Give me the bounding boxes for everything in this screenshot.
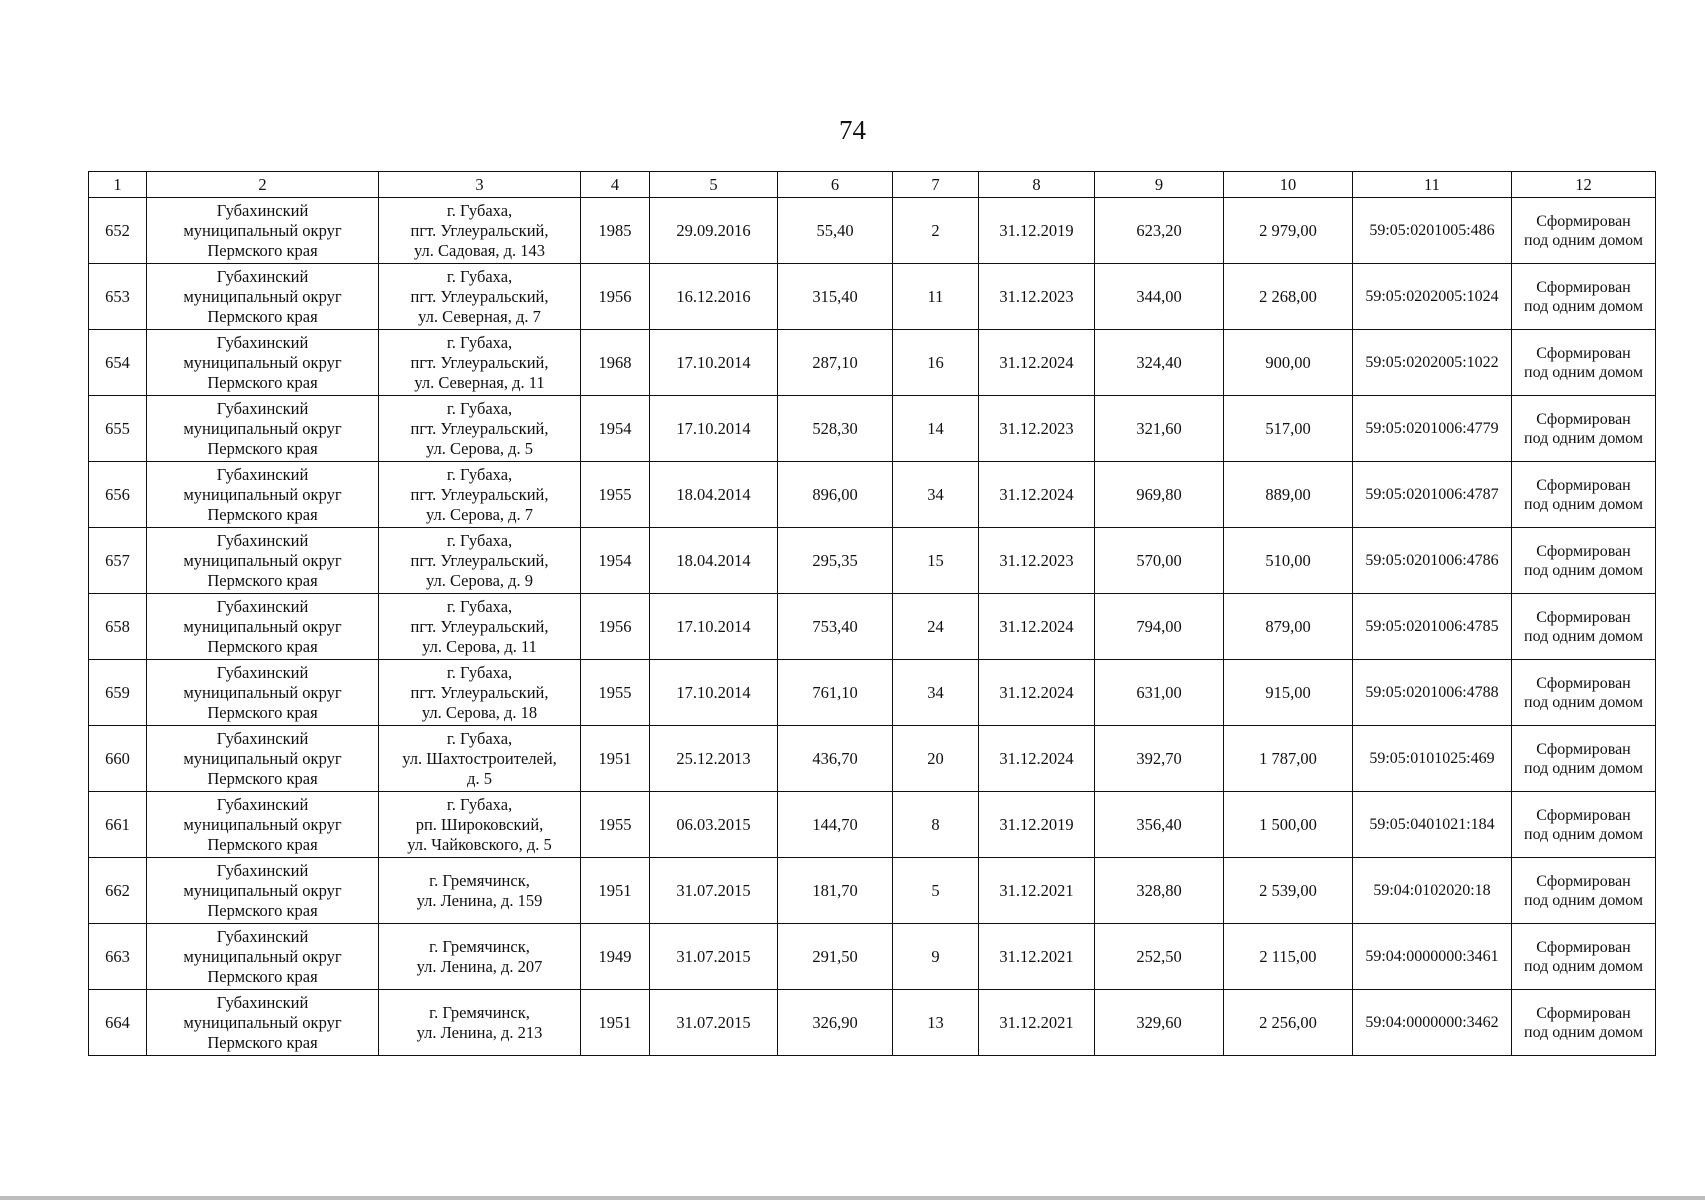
address-cell: г. Губаха, пгт. Углеуральский, ул. Серова, д. 18 [379, 660, 581, 726]
area-cell: 55,40 [778, 198, 893, 264]
address-cell: г. Губаха, пгт. Углеуральский, ул. Серова, д. 5 [379, 396, 581, 462]
table-body [89, 198, 1656, 1056]
address-cell: г. Гремячинск, ул. Ленина, д. 213 [379, 990, 581, 1056]
column-header: 8 [979, 172, 1095, 198]
status-label: Сформирован [1536, 938, 1631, 956]
value-col9-cell: 356,40 [1095, 792, 1224, 858]
table-row [89, 264, 1656, 330]
date-cell: 17.10.2014 [650, 330, 778, 396]
column-header: 12 [1512, 172, 1656, 198]
built-year-cell: 1968 [581, 330, 650, 396]
column-header: 4 [581, 172, 650, 198]
address-cell: г. Губаха, пгт. Углеуральский, ул. Северная, д. 11 [379, 330, 581, 396]
deadline-cell: 31.12.2024 [979, 594, 1095, 660]
status-note: под одним домом [1524, 429, 1643, 447]
residents-count-cell: 34 [893, 462, 979, 528]
value-col10-cell: 2 256,00 [1224, 990, 1353, 1056]
column-header: 10 [1224, 172, 1353, 198]
row-number-cell: 658 [89, 594, 147, 660]
area-cell: 315,40 [778, 264, 893, 330]
value-col10-cell: 517,00 [1224, 396, 1353, 462]
status-cell [1512, 462, 1656, 528]
status-cell [1512, 726, 1656, 792]
residents-count-cell: 20 [893, 726, 979, 792]
date-cell: 18.04.2014 [650, 462, 778, 528]
residents-count-cell: 34 [893, 660, 979, 726]
address-cell: г. Губаха, пгт. Углеуральский, ул. Садовая, д. 143 [379, 198, 581, 264]
residents-count-cell: 5 [893, 858, 979, 924]
status-label: Сформирован [1536, 410, 1631, 428]
status-label: Сформирован [1536, 872, 1631, 890]
row-number-cell: 661 [89, 792, 147, 858]
table-row [89, 198, 1656, 264]
municipality-cell: Губахинский муниципальный округ Пермского края [147, 462, 379, 528]
column-header: 9 [1095, 172, 1224, 198]
area-cell: 761,10 [778, 660, 893, 726]
address-cell: г. Губаха, ул. Шахтостроителей, д. 5 [379, 726, 581, 792]
row-number-cell: 653 [89, 264, 147, 330]
status-cell [1512, 330, 1656, 396]
cadastral-number-cell: 59:04:0102020:18 [1353, 858, 1512, 924]
value-col10-cell: 2 539,00 [1224, 858, 1353, 924]
value-col9-cell: 392,70 [1095, 726, 1224, 792]
value-col9-cell: 252,50 [1095, 924, 1224, 990]
built-year-cell: 1951 [581, 990, 650, 1056]
value-col10-cell: 2 268,00 [1224, 264, 1353, 330]
row-number-cell: 655 [89, 396, 147, 462]
value-col9-cell: 328,80 [1095, 858, 1224, 924]
value-col10-cell: 915,00 [1224, 660, 1353, 726]
municipality-cell: Губахинский муниципальный округ Пермского края [147, 726, 379, 792]
scan-bottom-edge [0, 1196, 1705, 1200]
value-col10-cell: 2 979,00 [1224, 198, 1353, 264]
table-row [89, 858, 1656, 924]
cadastral-number-cell: 59:05:0201006:4779 [1353, 396, 1512, 462]
status-note: под одним домом [1524, 495, 1643, 513]
area-cell: 896,00 [778, 462, 893, 528]
date-cell: 17.10.2014 [650, 396, 778, 462]
column-header: 6 [778, 172, 893, 198]
value-col9-cell: 623,20 [1095, 198, 1224, 264]
built-year-cell: 1954 [581, 396, 650, 462]
built-year-cell: 1951 [581, 726, 650, 792]
status-label: Сформирован [1536, 542, 1631, 560]
column-header: 3 [379, 172, 581, 198]
residents-count-cell: 9 [893, 924, 979, 990]
status-note: под одним домом [1524, 891, 1643, 909]
status-label: Сформирован [1536, 1004, 1631, 1022]
cadastral-number-cell: 59:05:0101025:469 [1353, 726, 1512, 792]
deadline-cell: 31.12.2024 [979, 462, 1095, 528]
built-year-cell: 1985 [581, 198, 650, 264]
residents-count-cell: 15 [893, 528, 979, 594]
deadline-cell: 31.12.2021 [979, 924, 1095, 990]
status-cell [1512, 396, 1656, 462]
value-col9-cell: 570,00 [1095, 528, 1224, 594]
deadline-cell: 31.12.2023 [979, 528, 1095, 594]
row-number-cell: 659 [89, 660, 147, 726]
value-col9-cell: 329,60 [1095, 990, 1224, 1056]
status-note: под одним домом [1524, 627, 1643, 645]
cadastral-number-cell: 59:05:0202005:1022 [1353, 330, 1512, 396]
value-col9-cell: 631,00 [1095, 660, 1224, 726]
value-col9-cell: 344,00 [1095, 264, 1224, 330]
address-cell: г. Губаха, пгт. Углеуральский, ул. Серова, д. 9 [379, 528, 581, 594]
cadastral-number-cell: 59:05:0201005:486 [1353, 198, 1512, 264]
date-cell: 31.07.2015 [650, 858, 778, 924]
municipality-cell: Губахинский муниципальный округ Пермского края [147, 528, 379, 594]
row-number-cell: 654 [89, 330, 147, 396]
status-label: Сформирован [1536, 212, 1631, 230]
date-cell: 16.12.2016 [650, 264, 778, 330]
municipality-cell: Губахинский муниципальный округ Пермского края [147, 792, 379, 858]
table-row [89, 528, 1656, 594]
row-number-cell: 660 [89, 726, 147, 792]
value-col10-cell: 879,00 [1224, 594, 1353, 660]
area-cell: 295,35 [778, 528, 893, 594]
status-label: Сформирован [1536, 476, 1631, 494]
residents-count-cell: 24 [893, 594, 979, 660]
area-cell: 144,70 [778, 792, 893, 858]
table-row [89, 792, 1656, 858]
deadline-cell: 31.12.2024 [979, 660, 1095, 726]
value-col10-cell: 1 787,00 [1224, 726, 1353, 792]
area-cell: 326,90 [778, 990, 893, 1056]
cadastral-number-cell: 59:05:0202005:1024 [1353, 264, 1512, 330]
status-note: под одним домом [1524, 561, 1643, 579]
built-year-cell: 1955 [581, 792, 650, 858]
status-cell [1512, 198, 1656, 264]
built-year-cell: 1949 [581, 924, 650, 990]
deadline-cell: 31.12.2019 [979, 792, 1095, 858]
table-row [89, 396, 1656, 462]
status-note: под одним домом [1524, 825, 1643, 843]
deadline-cell: 31.12.2023 [979, 396, 1095, 462]
cadastral-number-cell: 59:05:0201006:4785 [1353, 594, 1512, 660]
status-cell [1512, 858, 1656, 924]
status-label: Сформирован [1536, 740, 1631, 758]
date-cell: 31.07.2015 [650, 990, 778, 1056]
residents-count-cell: 13 [893, 990, 979, 1056]
built-year-cell: 1956 [581, 594, 650, 660]
value-col10-cell: 889,00 [1224, 462, 1353, 528]
built-year-cell: 1955 [581, 660, 650, 726]
deadline-cell: 31.12.2021 [979, 858, 1095, 924]
date-cell: 17.10.2014 [650, 660, 778, 726]
municipality-cell: Губахинский муниципальный округ Пермского края [147, 924, 379, 990]
cadastral-number-cell: 59:05:0201006:4786 [1353, 528, 1512, 594]
residents-count-cell: 2 [893, 198, 979, 264]
deadline-cell: 31.12.2024 [979, 726, 1095, 792]
status-note: под одним домом [1524, 231, 1643, 249]
row-number-cell: 664 [89, 990, 147, 1056]
cadastral-number-cell: 59:05:0401021:184 [1353, 792, 1512, 858]
address-cell: г. Губаха, пгт. Углеуральский, ул. Серова, д. 11 [379, 594, 581, 660]
status-note: под одним домом [1524, 759, 1643, 777]
status-cell [1512, 594, 1656, 660]
value-col9-cell: 324,40 [1095, 330, 1224, 396]
deadline-cell: 31.12.2019 [979, 198, 1095, 264]
status-note: под одним домом [1524, 297, 1643, 315]
municipality-cell: Губахинский муниципальный округ Пермского края [147, 330, 379, 396]
row-number-cell: 657 [89, 528, 147, 594]
area-cell: 291,50 [778, 924, 893, 990]
status-label: Сформирован [1536, 278, 1631, 296]
row-number-cell: 656 [89, 462, 147, 528]
municipality-cell: Губахинский муниципальный округ Пермского края [147, 660, 379, 726]
deadline-cell: 31.12.2021 [979, 990, 1095, 1056]
value-col9-cell: 969,80 [1095, 462, 1224, 528]
status-label: Сформирован [1536, 806, 1631, 824]
residents-count-cell: 11 [893, 264, 979, 330]
status-cell [1512, 528, 1656, 594]
status-label: Сформирован [1536, 674, 1631, 692]
address-cell: г. Гремячинск, ул. Ленина, д. 207 [379, 924, 581, 990]
area-cell: 181,70 [778, 858, 893, 924]
table-row [89, 330, 1656, 396]
housing-register-table [88, 171, 1656, 1056]
residents-count-cell: 14 [893, 396, 979, 462]
value-col10-cell: 2 115,00 [1224, 924, 1353, 990]
address-cell: г. Гремячинск, ул. Ленина, д. 159 [379, 858, 581, 924]
value-col10-cell: 900,00 [1224, 330, 1353, 396]
status-note: под одним домом [1524, 693, 1643, 711]
date-cell: 31.07.2015 [650, 924, 778, 990]
value-col10-cell: 1 500,00 [1224, 792, 1353, 858]
table-row [89, 660, 1656, 726]
cadastral-number-cell: 59:05:0201006:4787 [1353, 462, 1512, 528]
status-note: под одним домом [1524, 363, 1643, 381]
deadline-cell: 31.12.2024 [979, 330, 1095, 396]
address-cell: г. Губаха, пгт. Углеуральский, ул. Серова, д. 7 [379, 462, 581, 528]
column-header: 2 [147, 172, 379, 198]
cadastral-number-cell: 59:04:0000000:3462 [1353, 990, 1512, 1056]
status-cell [1512, 264, 1656, 330]
deadline-cell: 31.12.2023 [979, 264, 1095, 330]
date-cell: 17.10.2014 [650, 594, 778, 660]
status-label: Сформирован [1536, 344, 1631, 362]
table-row [89, 462, 1656, 528]
status-cell [1512, 660, 1656, 726]
built-year-cell: 1954 [581, 528, 650, 594]
area-cell: 528,30 [778, 396, 893, 462]
column-number-row [89, 172, 1656, 198]
built-year-cell: 1955 [581, 462, 650, 528]
area-cell: 287,10 [778, 330, 893, 396]
residents-count-cell: 8 [893, 792, 979, 858]
date-cell: 25.12.2013 [650, 726, 778, 792]
status-label: Сформирован [1536, 608, 1631, 626]
row-number-cell: 663 [89, 924, 147, 990]
row-number-cell: 652 [89, 198, 147, 264]
residents-count-cell: 16 [893, 330, 979, 396]
page-number: 74 [839, 115, 866, 145]
address-cell: г. Губаха, пгт. Углеуральский, ул. Северная, д. 7 [379, 264, 581, 330]
municipality-cell: Губахинский муниципальный округ Пермского края [147, 858, 379, 924]
value-col10-cell: 510,00 [1224, 528, 1353, 594]
row-number-cell: 662 [89, 858, 147, 924]
table-row [89, 924, 1656, 990]
date-cell: 06.03.2015 [650, 792, 778, 858]
municipality-cell: Губахинский муниципальный округ Пермского края [147, 396, 379, 462]
area-cell: 436,70 [778, 726, 893, 792]
value-col9-cell: 794,00 [1095, 594, 1224, 660]
status-note: под одним домом [1524, 1023, 1643, 1041]
built-year-cell: 1951 [581, 858, 650, 924]
date-cell: 29.09.2016 [650, 198, 778, 264]
column-header: 7 [893, 172, 979, 198]
status-note: под одним домом [1524, 957, 1643, 975]
value-col9-cell: 321,60 [1095, 396, 1224, 462]
column-header: 11 [1353, 172, 1512, 198]
status-cell [1512, 924, 1656, 990]
cadastral-number-cell: 59:05:0201006:4788 [1353, 660, 1512, 726]
municipality-cell: Губахинский муниципальный округ Пермского края [147, 594, 379, 660]
date-cell: 18.04.2014 [650, 528, 778, 594]
address-cell: г. Губаха, рп. Широковский, ул. Чайковского, д. 5 [379, 792, 581, 858]
table-row [89, 594, 1656, 660]
column-header: 1 [89, 172, 147, 198]
status-cell [1512, 792, 1656, 858]
cadastral-number-cell: 59:04:0000000:3461 [1353, 924, 1512, 990]
municipality-cell: Губахинский муниципальный округ Пермского края [147, 990, 379, 1056]
municipality-cell: Губахинский муниципальный округ Пермского края [147, 264, 379, 330]
table-row [89, 726, 1656, 792]
built-year-cell: 1956 [581, 264, 650, 330]
status-cell [1512, 990, 1656, 1056]
area-cell: 753,40 [778, 594, 893, 660]
column-header: 5 [650, 172, 778, 198]
table-row [89, 990, 1656, 1056]
municipality-cell: Губахинский муниципальный округ Пермского края [147, 198, 379, 264]
